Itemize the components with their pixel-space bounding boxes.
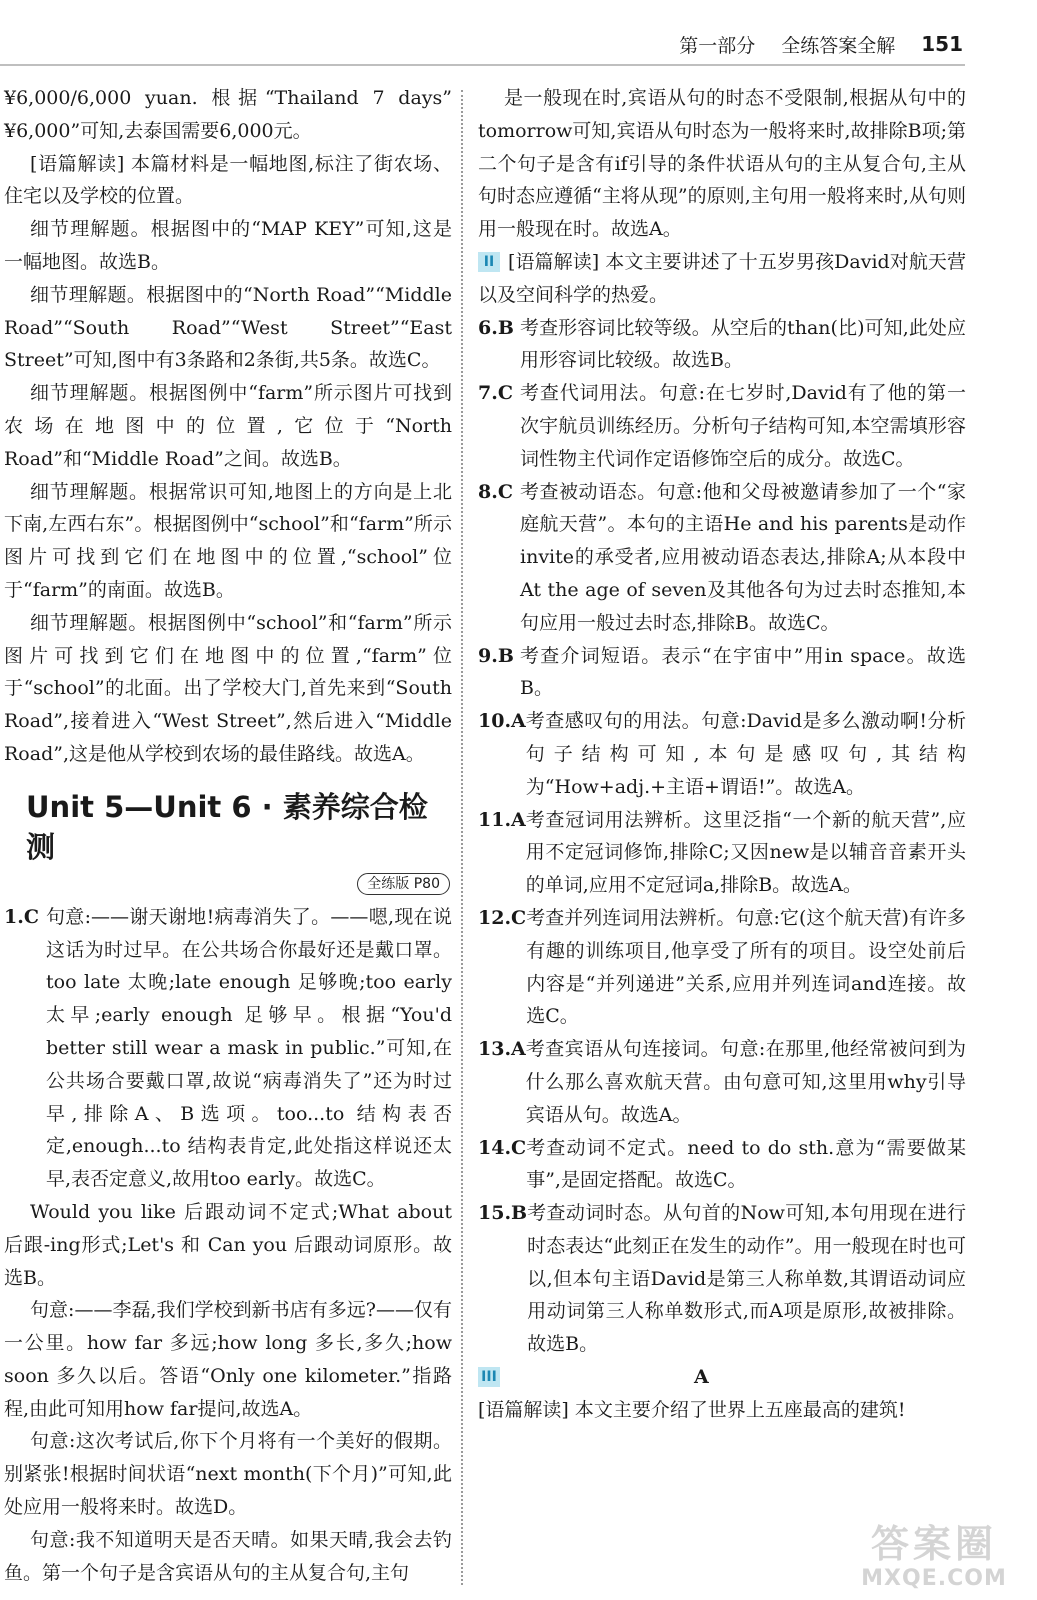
answer-text: 考查形容词比较等级。从空后的than(比)可知,此处应用形容词比较级。故选B。	[520, 316, 966, 372]
passage-letter: A	[694, 1366, 709, 1389]
answer-text: 考查介词短语。表示“在宇宙中”用in space。故选B。	[520, 644, 966, 700]
answer-number: 12.C	[478, 906, 527, 929]
answer-paragraph: 细节理解题。根据图例中“farm”所示图片可找到农场在地图中的位置,它位于“North Road”和“Middle Road”之间。故选B。	[4, 382, 452, 470]
answer-text: 考查感叹句的用法。句意:David是多么激动啊!分析句子结构可知,本句是感叹句,其结构为“How+adj.+主语+谓语!”。故选A。	[525, 710, 966, 798]
header-rule	[0, 64, 965, 66]
header-subtitle: 全练答案全解	[781, 34, 896, 57]
answer-text: 考查代词用法。句意:在七岁时,David有了他的第一次宇航员训练经历。分析句子结构可知,本空需填形容词性物主代词作定语修饰空后的成分。故选C。	[520, 382, 966, 470]
edition-badge: 全练版 P80	[357, 873, 450, 895]
section-three-header	[478, 1361, 966, 1394]
answer-paragraph: 句意:——李磊,我们学校到新书店有多远?——仅有一公里。how far 多远;how long 多长,多久;how soon 多久以后。答语“Only one kilometer.”指路程,由此可知用how far提问,故选A。	[4, 1299, 452, 1420]
answer-paragraph: 细节理解题。根据图中的“MAP KEY”可知,这是一幅地图。故选B。	[4, 218, 452, 273]
answer-item	[478, 902, 966, 1033]
header-section: 第一部分	[679, 34, 756, 57]
answer-number: 1.C	[4, 905, 39, 928]
answer-text: 考查冠词用法辨析。这里泛指“一个新的航天营”,应用不定冠词修饰,排除C;又因new是以辅音音素开头的单词,应用不定冠词a,排除B。故选A。	[525, 808, 966, 897]
answer-paragraph: 句意:这次考试后,你下个月将有一个美好的假期。别紧张!根据时间状语“next month(下个月)”可知,此处应用一般将来时。故选D。	[4, 1430, 452, 1519]
answer-item	[478, 804, 966, 902]
answer-number: 6.B	[478, 316, 514, 339]
passage-analysis: [语篇解读] 本文主要讲述了十五岁男孩David对航天营以及空间科学的热爱。	[478, 250, 966, 306]
answer-item	[478, 312, 966, 378]
passage-analysis: [语篇解读] 本文主要介绍了世界上五座最高的建筑!	[478, 1398, 906, 1421]
answer-paragraph: 细节理解题。根据常识可知,地图上的方向是上北下南,左西右东”。根据图例中“school”和“farm”所示图片可找到它们在地图中的位置,“school”位于“farm”的南面。故选B。	[4, 480, 452, 601]
answer-text: 考查并列连词用法辨析。句意:它(这个航天营)有许多有趣的训练项目,他享受了所有的项目。设空处前后内容是“并列递进”关系,应用并列连词and连接。故选C。	[526, 906, 966, 1028]
answer-paragraph: ¥6,000/6,000 yuan. 根据“Thailand 7 days” ¥6,000”可知,去泰国需要6,000元。	[4, 87, 452, 142]
answer-number: 15.B	[478, 1202, 528, 1225]
answer-item	[478, 1197, 966, 1361]
passage-analysis: [语篇解读] 本篇材料是一幅地图,标注了街农场、住宅以及学校的位置。	[4, 152, 452, 208]
watermark-logo	[839, 1522, 1029, 1594]
answer-item	[478, 705, 966, 803]
section-marker: III	[478, 1367, 500, 1387]
page-number: 151	[921, 32, 963, 56]
answer-item	[478, 640, 966, 706]
unit-title: Unit 5—Unit 6 · 素养综合检测	[26, 789, 428, 864]
answer-list	[478, 312, 966, 1362]
answer-paragraph: 细节理解题。根据图中的“North Road”“Middle Road”“South Road”“West Street”“East Street”可知,图中有3条路和2条街,共5条。故选C。	[4, 283, 452, 372]
answer-item	[4, 901, 452, 1196]
page-header	[679, 28, 963, 60]
section-marker: II	[478, 252, 500, 272]
answer-text: 考查动词时态。从句首的Now可知,本句用现在进行时态表达“此刻正在发生的动作”。用一般现在时也可以,但本句主语David是第三人称单数,其谓语动词应用动词第三人称单数形式,而A项是原形,故被排除。故选B。	[527, 1202, 966, 1356]
answer-item	[478, 1132, 966, 1198]
answer-number: 13.A	[478, 1038, 526, 1061]
left-column	[4, 82, 452, 1589]
right-column	[478, 82, 966, 1427]
answer-text: 考查动词不定式。need to do sth.意为“需要做某事”,是固定搭配。故选C。	[526, 1136, 966, 1192]
answer-item	[478, 1033, 966, 1131]
watermark-url: MXQE.COM	[861, 1566, 1007, 1591]
answer-paragraph: 句意:我不知道明天是否天晴。如果天晴,我会去钓鱼。第一个句子是含宾语从句的主从复合句,主句	[4, 1528, 452, 1584]
answer-paragraph: 细节理解题。根据图例中“school”和“farm”所示图片可找到它们在地图中的位置,“farm”位于“school”的北面。出了学校大门,首先来到“South Road”,接着进入“West Street”,然后进入“Middle Road”,这是他从学校到农场的最佳路线。故选A。	[4, 611, 452, 765]
watermark-text: 答案圈	[870, 1522, 997, 1566]
answer-number: 11.A	[478, 808, 526, 831]
answer-text: 考查宾语从句连接词。句意:在那里,他经常被问到为什么那么喜欢航天营。由句意可知,这里用why引导宾语从句。故选A。	[525, 1038, 966, 1126]
answer-number: 10.A	[478, 710, 526, 733]
section-two-intro	[478, 246, 966, 312]
answer-item	[478, 377, 966, 475]
answer-number: 8.C	[478, 480, 513, 503]
badge-row	[4, 871, 450, 895]
answer-paragraph: Would you like 后跟动词不定式;What about 后跟-ing形式;Let's 和 Can you 后跟动词原形。故选B。	[4, 1200, 452, 1289]
answer-text: 句意:——谢天谢地!病毒消失了。——嗯,现在说这话为时过早。在公共场合你最好还是戴口罩。too late 太晚;late enough 足够晚;too early 太早;early enough 足够早。根据“You'd better still wear a mask in public.”可知,在公共场合要戴口罩,故说“病毒消失了”还为时过早,排除A、B选项。too...to 结构表否定,enough...to 结构表肯定,此处指这样说还太早,表否定意义,故用too early。故选C。	[46, 905, 452, 1191]
column-divider	[461, 90, 463, 1585]
answer-item	[478, 476, 966, 640]
answer-number: 9.B	[478, 644, 514, 667]
answer-number: 14.C	[478, 1136, 527, 1159]
answer-text: 考查被动语态。句意:他和父母被邀请参加了一个“家庭航天营”。本句的主语He and his parents是动作invite的承受者,应用被动语态表达,排除A;从本段中At the age of seven及其他各句为过去时态推知,本句应用一般过去时态,排除B。故选C。	[520, 480, 966, 634]
answer-paragraph: 是一般现在时,宾语从句的时态不受限制,根据从句中的tomorrow可知,宾语从句时态为一般将来时,故排除B项;第二个句子是含有if引导的条件状语从句的主从复合句,主从句时态应遵循“主将从现”的原则,主句用一般将来时,从句则用一般现在时。故选A。	[478, 87, 966, 241]
answer-number: 7.C	[478, 382, 513, 405]
